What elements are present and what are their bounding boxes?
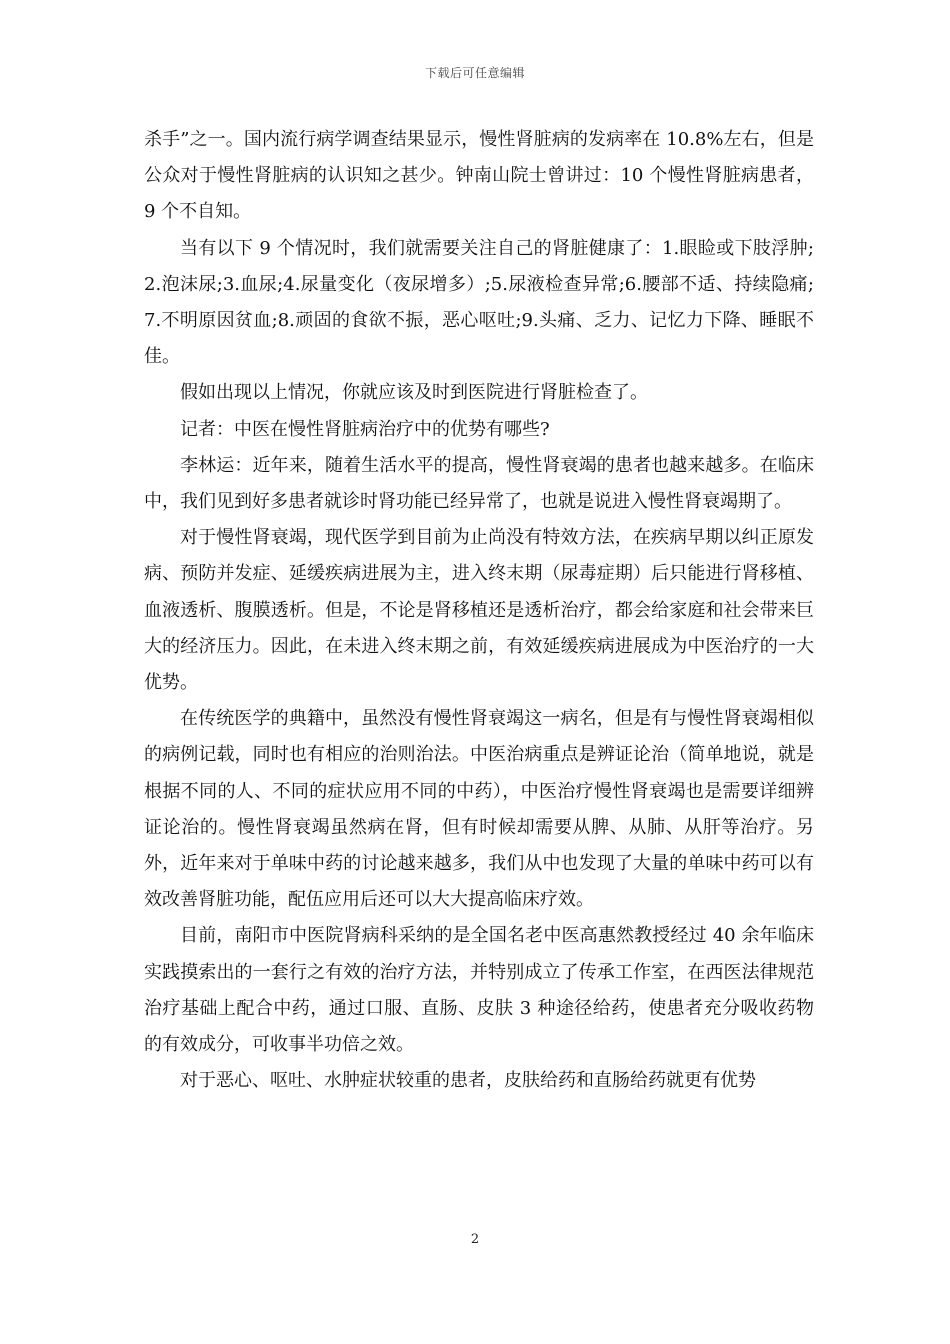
paragraph-4: 记者：中医在慢性肾脏病治疗中的优势有哪些? [180,418,550,440]
body-text [144,122,814,1099]
page-header: 下载后可任意编辑 [424,66,525,80]
paragraph-6: 对于慢性肾衰竭，现代医学到目前为止尚没有特效方法，在疾病早期以纠正原发病、预防并发症、延缓疾病进展为主，进入终末期（尿毒症期）后只能进行肾移植、血液透析、腹膜透析。但是，不论是肾移植还是透析治疗，都会给家庭和社会带来巨大的经济压力。因此，在未进入终末期之前，有效延缓疾病进展成为中医治疗的一大优势。 [144,527,814,694]
paragraph-8: 目前，南阳市中医院肾病科采纳的是全国名老中医高惠然教授经过 40 余年临床实践摸索出的一套行之有效的治疗方法，并特别成立了传承工作室，在西医法律规范治疗基础上配合中药，通过口服、直肠、皮肤 3 种途径给药，使患者充分吸收药物的有效成分，可收事半功倍之效。 [144,925,814,1056]
paragraph-9: 对于恶心、呕吐、水肿症状较重的患者，皮肤给药和直肠给药就更有优势 [180,1070,756,1092]
paragraph-3: 假如出现以上情况，你就应该及时到医院进行肾脏检查了。 [180,382,648,404]
paragraph-1: 杀手”之一。国内流行病学调查结果显示，慢性肾脏病的发病率在 10.8%左右，但是公众对于慢性肾脏病的认识知之甚少。钟南山院士曾讲过：10 个慢性肾脏病患者，9 个不自知。 [144,129,814,223]
paragraph-2: 当有以下 9 个情况时，我们就需要关注自己的肾脏健康了：1.眼睑或下肢浮肿;2.泡沫尿;3.血尿;4.尿量变化（夜尿增多）;5.尿液检查异常;6.腰部不适、持续隐痛;7.不明原因贫血;8.顽固的食欲不振，恶心呕吐;9.头痛、乏力、记忆力下降、睡眠不佳。 [144,237,814,368]
paragraph-7: 在传统医学的典籍中，虽然没有慢性肾衰竭这一病名，但是有与慢性肾衰竭相似的病例记载，同时也有相应的治则治法。中医治病重点是辨证论治（简单地说，就是根据不同的人、不同的症状应用不同的中药），中医治疗慢性肾衰竭也是需要详细辨证论治的。慢性肾衰竭虽然病在肾，但有时候却需要从脾、从肺、从肝等治疗。另外，近年来对于单味中药的讨论越来越多，我们从中也发现了大量的单味中药可以有效改善肾脏功能，配伍应用后还可以大大提高临床疗效。 [144,708,814,911]
paragraph-5: 李林运：近年来，随着生活水平的提高，慢性肾衰竭的患者也越来越多。在临床中，我们见到好多患者就诊时肾功能已经异常了，也就是说进入慢性肾衰竭期了。 [144,454,814,513]
page-number: 2 [470,1232,480,1247]
